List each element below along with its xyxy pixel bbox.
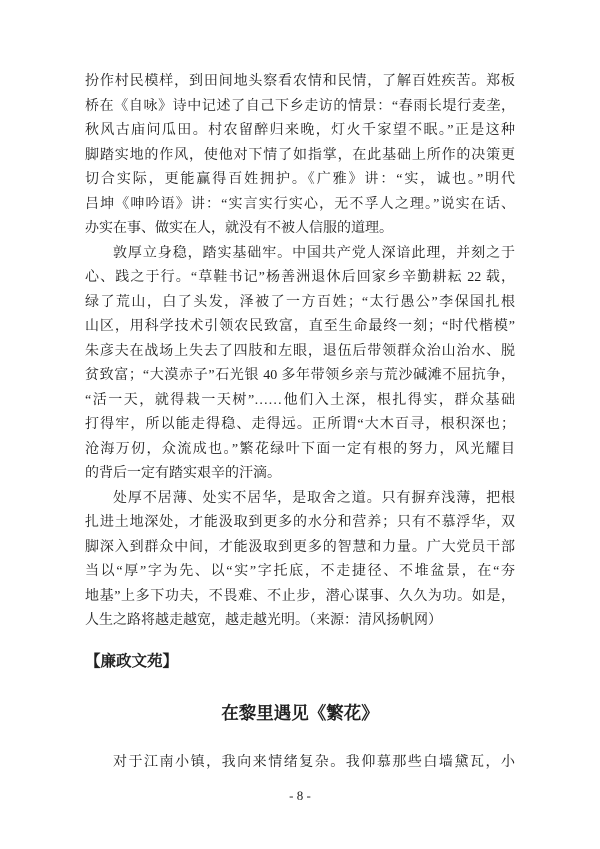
text-line: 沧海万仞，众流成也。”繁花绿叶下面一定有根的努力，风光耀目	[85, 441, 515, 457]
text-line: 朱彦夫在战场上失去了四肢和左眼，退伍后带领群众治山治水、脱	[85, 343, 515, 359]
text-line: 桥在《自咏》诗中记述了自己下乡走访的情景：“春雨长堤行麦垄，	[85, 98, 515, 114]
article-body	[85, 70, 515, 634]
text-line: 吕坤《呻吟语》讲：“实言实行实心，无不孚人之理。”说实在话、	[85, 196, 515, 212]
text-line: 切合实际，更能赢得百姓拥护。《广雅》讲：“实，诚也。”明代	[85, 172, 515, 187]
text-line: 敦厚立身稳，踏实基础牢。中国共产党人深谙此理，并刻之于	[113, 245, 515, 261]
text-line: 绿了荒山，白了头发，泽被了一方百姓；“太行愚公”李保国扎根	[85, 294, 515, 310]
text-line: 秋风古庙问瓜田。村农留醉归来晚，灯火千家望不眠。”正是这种	[85, 123, 515, 138]
section-header: 【廉政文苑】	[85, 653, 179, 670]
text-line: 脚踏实地的作风，使他对下情了如指掌，在此基础上所作的决策更	[85, 147, 515, 163]
text-line: 对于江南小镇，我向来情绪复杂。我仰慕那些白墙黛瓦，小	[113, 755, 515, 770]
page-number: - 8 -	[289, 788, 311, 803]
text-line: 地基”上多下功夫，不畏难、不止步，潜心谋事、久久为功。如是，	[85, 588, 515, 604]
text-line: 扎进土地深处，才能汲取到更多的水分和营养；只有不慕浮华，双	[85, 515, 515, 530]
text-line: 脚深入到群众中间，才能汲取到更多的智慧和力量。广大党员干部	[85, 539, 515, 555]
paragraph	[85, 487, 515, 634]
next-article-body	[85, 751, 515, 776]
text-line: 的背后一定有踏实艰辛的汗滴。	[85, 466, 281, 481]
text-line: 贫致富；“大漠赤子”石光银 40 多年带领乡亲与荒沙碱滩不屈抗争，	[85, 368, 515, 383]
paragraph	[85, 242, 515, 487]
text-line: 处厚不居薄、处实不居华，是取舍之道。只有摒弃浅薄，把根	[113, 490, 515, 506]
text-line: 办实在事、做实在人，就没有不被人信服的道理。	[85, 221, 393, 236]
text-line: 打得牢，所以能走得稳、走得远。正所谓“大木百寻，根积深也；	[85, 417, 515, 432]
text-line: 山区，用科学技术引领农民致富，直至生命最终一刻；“时代楷模”	[85, 319, 515, 334]
paragraph	[85, 751, 515, 776]
text-line: 心、践之于行。“草鞋书记”杨善洲退休后回家乡辛勤耕耘 22 载，	[85, 270, 515, 285]
article-title: 在黎里遇见《繁花》	[221, 703, 379, 723]
text-line: 当以“厚”字为先、以“实”字托底，不走捷径、不堆盆景，在“夯	[85, 564, 515, 579]
paragraph	[85, 70, 515, 242]
text-line: 扮作村民模样，到田间地头察看农情和民情，了解百姓疾苦。郑板	[85, 74, 515, 89]
text-line: “活一天，就得栽一天树”……他们入土深，根扎得实，群众基础	[85, 392, 515, 408]
text-line: 人生之路将越走越宽，越走越光明。（来源：清风扬帆网）	[85, 613, 442, 628]
